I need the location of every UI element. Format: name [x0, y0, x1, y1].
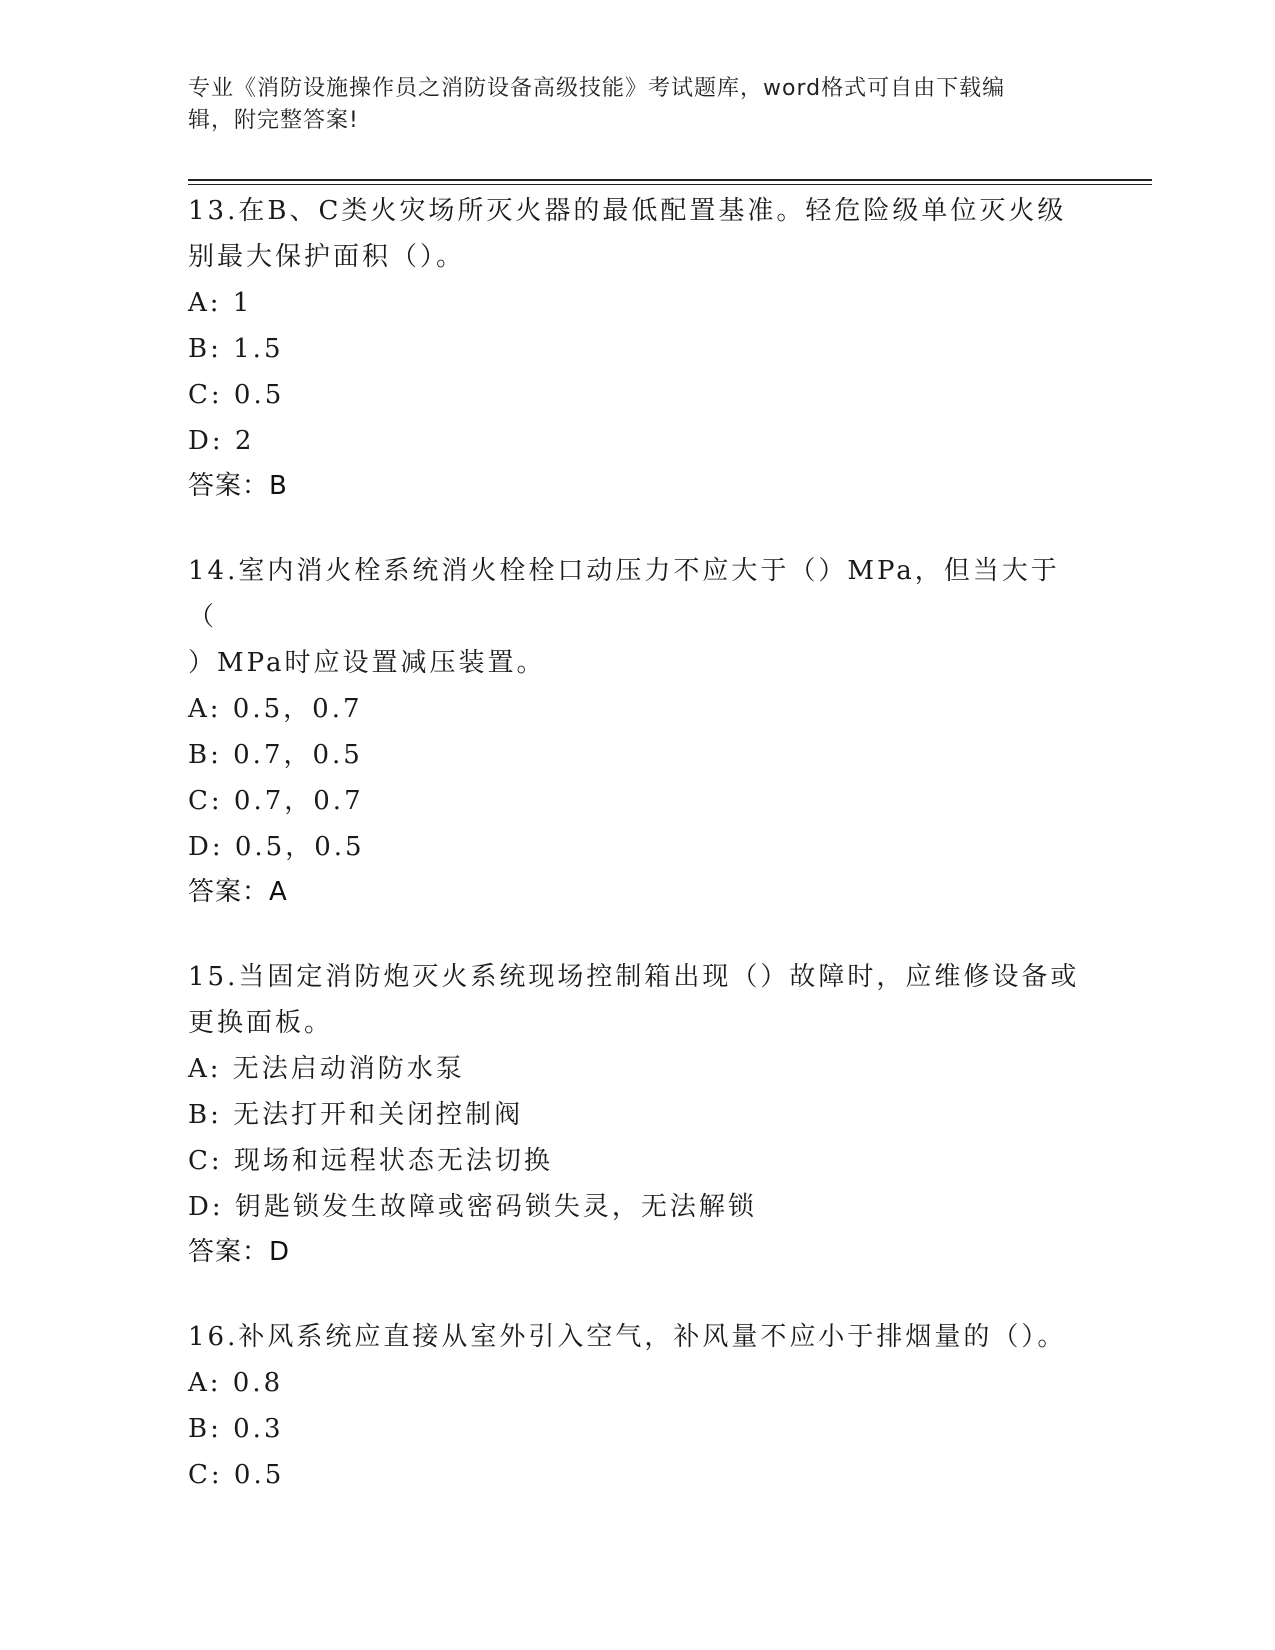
option-c: C: 0.5: [188, 380, 285, 410]
option-d: D: 0.5，0.5: [188, 832, 365, 862]
option-c: C: 0.7，0.7: [188, 786, 364, 816]
option-b: B: 0.7，0.5: [188, 740, 363, 770]
option-d: D: 2: [188, 426, 255, 456]
answer: 答案：B: [188, 471, 288, 501]
option-a: A: 0.8: [188, 1368, 284, 1398]
question-stem: 13.在B、C类火灾场所灭火器的最低配置基准。轻危险级单位灭火级: [188, 196, 1067, 226]
header-divider-thick: [188, 179, 1152, 181]
question-15: [188, 954, 1088, 1274]
header-line-2: 辑，附完整答案!: [188, 108, 359, 133]
option-b: B: 0.3: [188, 1414, 284, 1444]
option-c: C: 0.5: [188, 1460, 285, 1490]
question-13: [188, 188, 1088, 508]
option-a: A: 0.5，0.7: [188, 694, 363, 724]
question-stem-continued: 别最大保护面积（）。: [188, 242, 466, 272]
question-stem-continued: ）MPa时应设置减压装置。: [188, 648, 546, 678]
header-line-1: 专业《消防设施操作员之消防设备高级技能》考试题库，word格式可自由下载编: [188, 76, 1006, 101]
option-a: A: 1: [188, 288, 253, 318]
document-header: [188, 73, 1088, 137]
answer: 答案：D: [188, 1237, 291, 1267]
header-divider-thin: [188, 184, 1152, 185]
question-stem: 15.当固定消防炮灭火系统现场控制箱出现（）故障时，应维修设备或: [188, 962, 1080, 992]
option-b: B: 无法打开和关闭控制阀: [188, 1100, 524, 1130]
option-d: D: 钥匙锁发生故障或密码锁失灵，无法解锁: [188, 1192, 757, 1222]
question-16: [188, 1314, 1088, 1498]
option-b: B: 1.5: [188, 334, 284, 364]
question-stem: 16.补风系统应直接从室外引入空气，补风量不应小于排烟量的（）。: [188, 1322, 1067, 1352]
question-list: [188, 188, 1088, 1538]
question-stem-continued: 更换面板。: [188, 1008, 334, 1038]
answer: 答案：A: [188, 877, 288, 907]
question-stem: 14.室内消火栓系统消火栓栓口动压力不应大于（）MPa，但当大于（: [188, 556, 1060, 632]
option-c: C: 现场和远程状态无法切换: [188, 1146, 553, 1176]
question-14: [188, 548, 1088, 914]
option-a: A: 无法启动消防水泵: [188, 1054, 465, 1084]
